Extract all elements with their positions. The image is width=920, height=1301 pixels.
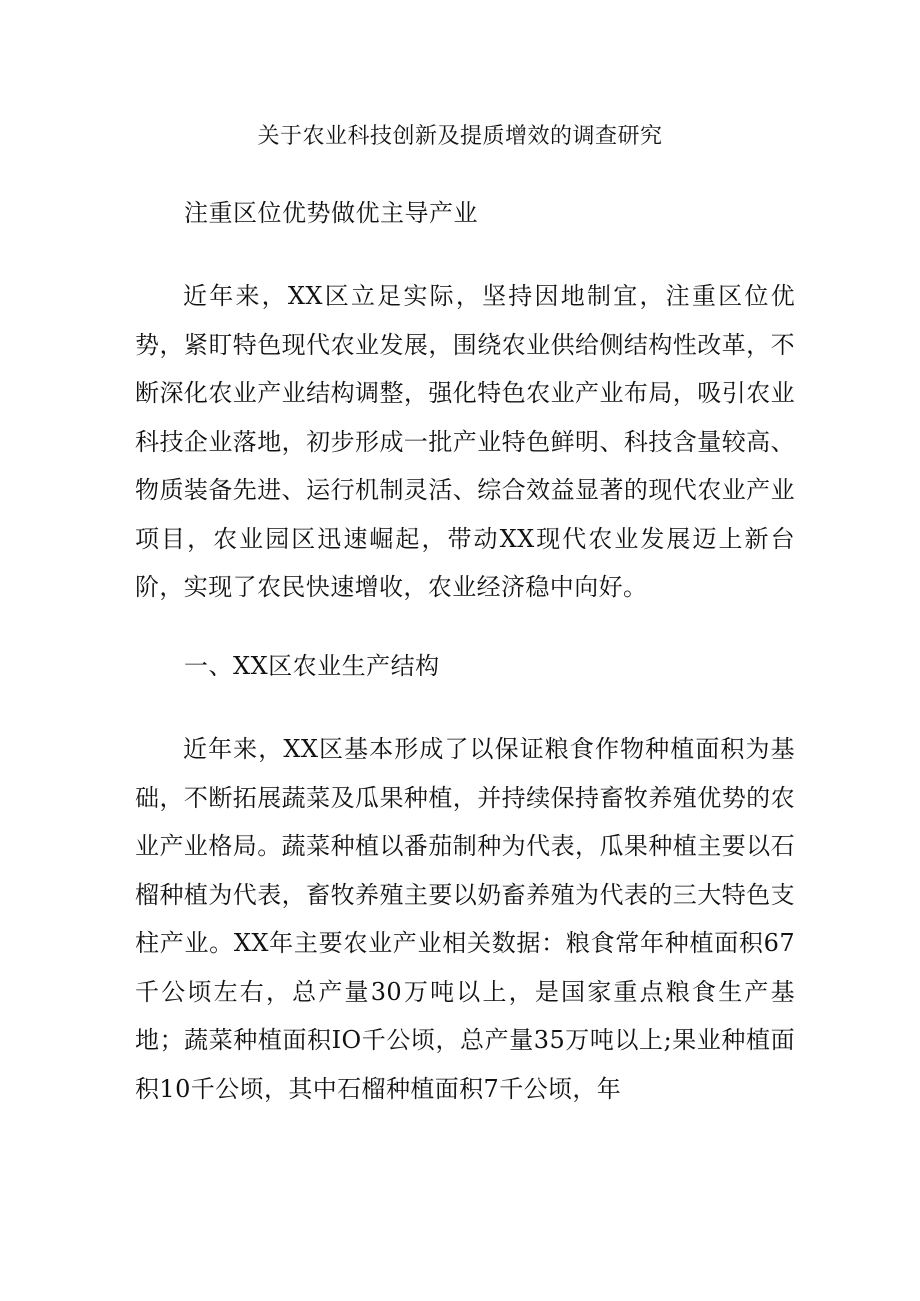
- subheading-production-structure: 一、XX区农业生产结构: [184, 652, 440, 680]
- paragraph-2: 近年来，XX区基本形成了以保证粮食作物种植面积为基础，不断拓展蔬菜及瓜果种植，并持续保持畜牧养殖优势的农业产业格局。蔬菜种植以番茄制种为代表，瓜果种植主要以石榴种植为代表，畜牧养殖主要以奶畜养殖为代表的三大特色支柱产业。XX年主要农业产业相关数据：粮食常年种植面积67千公顷左右，总产量30万吨以上，是国家重点粮食生产基地；蔬菜种植面积IO千公顷，总产量35万吨以上;果业种植面积10千公顷，其中石榴种植面积7千公顷，年: [135, 735, 795, 1103]
- section-heading: 注重区位优势做优主导产业: [184, 199, 478, 227]
- document-title: 关于农业科技创新及提质增效的调查研究: [257, 124, 663, 149]
- paragraph-1: 近年来，XX区立足实际，坚持因地制宜，注重区位优势，紧盯特色现代农业发展，围绕农业供给侧结构性改革，不断深化农业产业结构调整，强化特色农业产业布局，吸引农业科技企业落地，初步形成一批产业特色鲜明、科技含量较高、物质装备先进、运行机制灵活、综合效益显著的现代农业产业项目，农业园区迅速崛起，带动XX现代农业发展迈上新台阶，实现了农民快速增收，农业经济稳中向好。: [135, 282, 795, 601]
